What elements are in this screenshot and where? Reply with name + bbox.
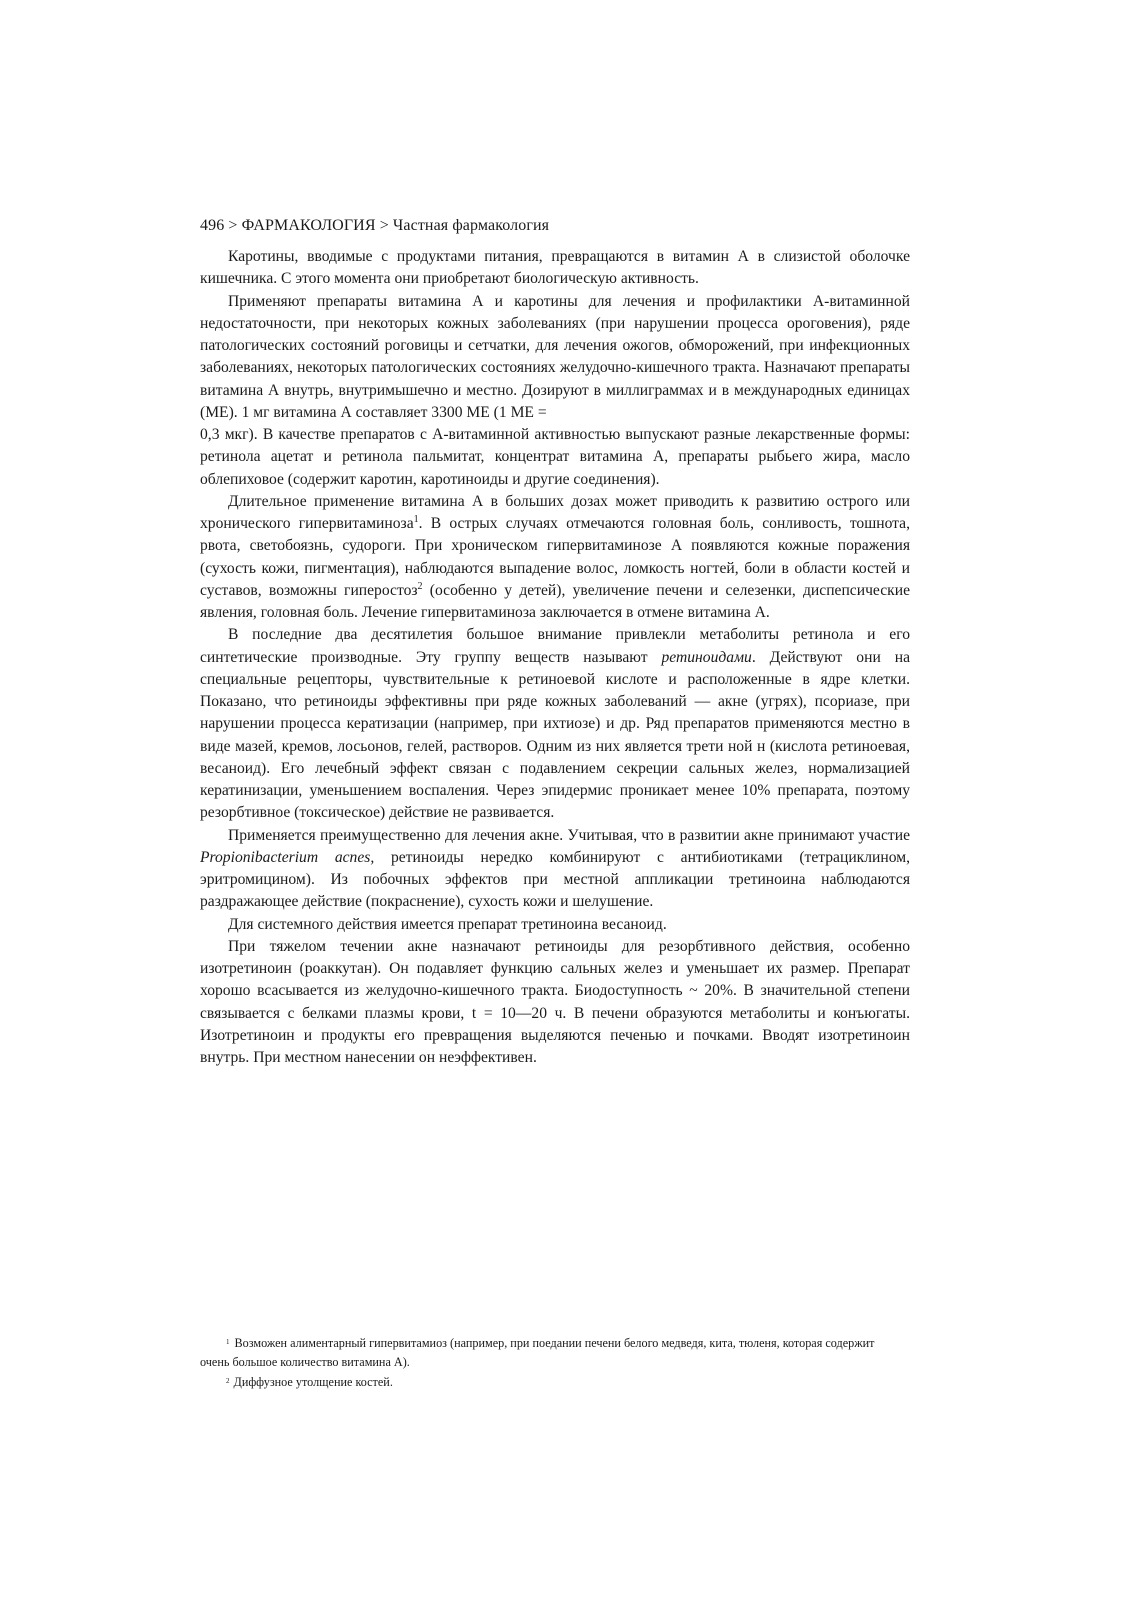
paragraph-carotenes: Каротины, вводимые с продуктами питания, превращаются в витамин А в слизистой оболочке кишечника. С этого момента они приобретают биологическую активность.	[200, 248, 910, 288]
footnote-2-text: Диффузное утолщение костей.	[233, 1375, 393, 1389]
footnote-ref-1: 1	[413, 514, 419, 525]
running-head: 496 > ФАРМАКОЛОГИЯ > Частная фармакология	[200, 217, 550, 234]
paragraph-hypervitaminosis	[200, 491, 910, 625]
hypervitaminosis-text-3: (особенно у детей), увеличение печени и селезенки, диспепсические явления, головная боль. Лечение гипервитаминоза заключается в отмене витамина А.	[200, 581, 910, 621]
acne-text-1: Применяется преимущественно для лечения акне. Учитывая, что в развитии акне принимают участие	[228, 826, 910, 844]
hypervitaminosis-text-1: Длительное применение витамина А в больших дозах может приводить к развитию острого или хронического гипервитаминоза	[200, 492, 910, 532]
paragraph-dosage-forms: 0,3 мкг). В качестве препаратов с А-витаминной активностью выпускают разные лекарственные формы: ретинола ацетат и ретинола пальмитат, концентрат витамина А, препараты рыбьего жира, масло облепиховое (содержит каротин, каротиноиды и другие соединения).	[200, 426, 910, 488]
footnote-2	[200, 1372, 880, 1392]
paragraph-isotretinoin: При тяжелом течении акне назначают ретиноиды для резорбтивного действия, особенно изотретиноин (роаккутан). Он подавляет функцию сальных желез и уменьшает их размер. Препарат хорошо всасывается из желудочно-кишечного тракта. Биодоступность ~ 20%. В значительной степени связывается с белками плазмы крови, t = 10—20 ч. В печени образуются метаболиты и конъюгаты. Изотретиноин и продукты его превращения выделяются печенью и почками. Вводят изотретиноин внутрь. При местном нанесении он неэффективен.	[200, 937, 910, 1066]
footnote-1-mark: 1	[226, 1338, 230, 1346]
retinoids-text-1: В последние два десятилетия большое внимание привлекли метаболиты ретинола и его синтетические производные. Эту группу веществ называют	[200, 626, 910, 666]
footnote-ref-2: 2	[417, 580, 423, 592]
paragraph-indications: Применяют препараты витамина А и каротины для лечения и профилактики А-витаминной недостаточности, при некоторых кожных заболеваниях (при нарушении процесса ороговения), ряде патологических состояний роговицы и сетчатки, для лечения ожогов, обморожений, при инфекционных заболеваниях, некоторых патологических состояниях желудочно-кишечного тракта. Назначают препараты витамина А внутрь, внутримышечно и местно. Дозируют в миллиграммах и в международных единицах (МЕ). 1 мг витамина А составляет 3300 МЕ (1 МЕ =	[200, 292, 910, 421]
main-text	[200, 246, 910, 1069]
footnote-2-mark: 2	[226, 1377, 230, 1385]
footnote-1-text: Возможен алиментарный гипервитамиоз (например, при поедании печени белого медведя, кита, тюленя, которая содержит очень большое количество витамина А).	[200, 1336, 875, 1369]
paragraph-acne	[200, 825, 910, 914]
retinoids-text-2: . Действуют они на специальные рецепторы, чувствительные к ретиноевой кислоте и расположенные в ядре клетки. Показано, что ретиноиды эффективны при ряде кожных заболеваний — акне (угрях), псориазе, при нарушении процесса кератизации (например, при ихтиозе) и др. Ряд препаратов применяются местно в виде мазей, кремов, лосьонов, гелей, растворов. Одним из них является трети ной н (кислота ретиноевая, весаноид). Его лечебный эффект связан с подавлением секреции сальных желез, нормализацией кератинизации, уменьшением воспаления. Через эпидермис проникает менее 10% препарата, поэтому резорбтивное (токсическое) действие не развивается.	[200, 648, 910, 822]
acne-text-2: ретиноиды нередко комбинируют с антибиотиками (тетрациклином, эритромицином). Из побочных эффектов при местной аппликации третиноина наблюдаются раздражающее действие (покраснение), сухость кожи и шелушение.	[200, 848, 910, 911]
footnotes	[200, 1333, 880, 1392]
paragraph-retinoids	[200, 624, 910, 824]
bacterium-name: Propionibacterium acnes,	[200, 848, 375, 866]
paragraph-systemic: Для системного действия имеется препарат третиноина весаноид.	[228, 915, 667, 933]
hypervitaminosis-text-2: . В острых случаях отмечаются головная боль, сонливость, тошнота, рвота, светобоязнь, судороги. При хроническом гипервитаминозе А появляются кожные поражения (сухость кожи, пигментация), наблюдаются выпадение волос, ломкость ногтей, боли в области костей и суставов, возможны гиперостоз	[200, 515, 910, 599]
footnote-1	[200, 1333, 880, 1372]
retinoids-term: ретиноидами	[661, 648, 752, 666]
